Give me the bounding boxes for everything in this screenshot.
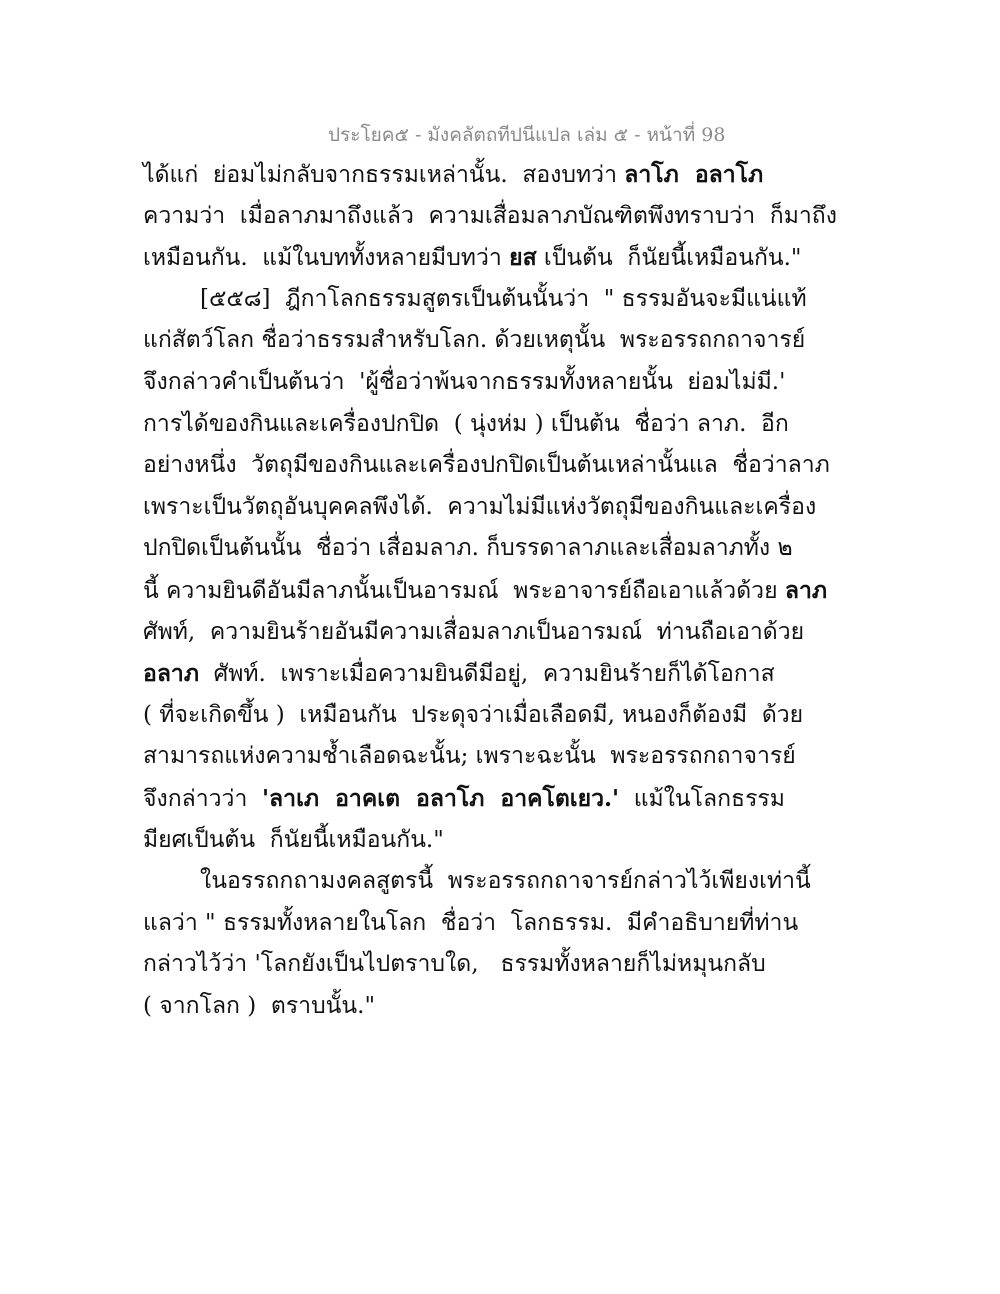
text-run: ศัพท์. เพราะเมื่อความยินดีมีอยู่, ความยินร้ายก็ได้โอกาส: [198, 661, 775, 688]
text-line: ปกปิดเป็นต้นนั้น ชื่อว่า เสื่อมลาภ. ก็บรรดาลาภและเสื่อมลาภทั้ง ๒: [143, 535, 793, 562]
paragraph-continued: [143, 154, 837, 279]
text-run: เป็นต้น ก็นัยนี้เหมือนกัน.": [536, 245, 802, 272]
bold-term: อลาภ: [143, 660, 199, 688]
bold-term: ยส: [509, 244, 537, 272]
text-line: แก่สัตว์โลก ชื่อว่าธรรมสำหรับโลก. ด้วยเหตุนั้น พระอรรถกถาจารย์: [143, 327, 806, 354]
text-line: ในอรรถกถามงคลสูตรนี้ พระอรรถกถาจารย์กล่าวไว้เพียงเท่านี้: [200, 868, 811, 895]
text-line: การได้ของกินและเครื่องปกปิด ( นุ่งห่ม ) เป็นต้น ชื่อว่า ลาภ. อีก: [143, 410, 789, 437]
text-line: ความว่า เมื่อลาภมาถึงแล้ว ความเสื่อมลาภบัณฑิตพึงทราบว่า ก็มาถึง: [143, 202, 837, 229]
text-line: ( ที่จะเกิดขึ้น ) เหมือนกัน ประดุจว่าเมื่อเลือดมี, หนองก็ต้องมี ด้วย: [143, 701, 804, 728]
bold-quote: 'ลาเภ อาคเต อลาโภ อาคโตเยว.': [262, 784, 620, 812]
text-line: จึงกล่าวคำเป็นต้นว่า 'ผู้ชื่อว่าพ้นจากธรรมทั้งหลายนั้น ย่อมไม่มี.': [143, 368, 786, 395]
text-run: ได้แก่ ย่อมไม่กลับจากธรรมเหล่านั้น. สองบทว่า: [143, 162, 625, 188]
text-run: นี้ ความยินดีอันมีลาภนั้นเป็นอารมณ์ พระอาจารย์ถือเอาแล้วด้วย: [143, 577, 785, 604]
text-line: [143, 653, 775, 695]
text-line: แลว่า " ธรรมทั้งหลายในโลก ชื่อว่า โลกธรรม. มีคำอธิบายที่ท่าน: [143, 909, 799, 936]
text-line: มียศเป็นต้น ก็นัยนี้เหมือนกัน.": [143, 826, 444, 853]
paragraph-closing: [143, 861, 811, 1027]
text-line: สามารถแห่งความช้ำเลือดฉะนั้น; เพราะฉะนั้น พระอรรถกถาจารย์: [143, 743, 796, 770]
bold-term: ลาภ: [784, 576, 828, 604]
text-line: ( จากโลก ) ตราบนั้น.": [143, 992, 376, 1019]
text-line: [143, 778, 785, 820]
page-body: [143, 154, 837, 1027]
text-line: [143, 154, 764, 196]
text-line: เพราะเป็นวัตถุอันบุคคลพึงได้. ความไม่มีแห่งวัตถุมีของกินและเครื่อง: [143, 493, 817, 520]
bold-term: ลาโภ อลาโภ: [624, 161, 764, 188]
text-line: [143, 237, 802, 279]
paragraph-558: [143, 279, 830, 861]
text-run: เหมือนกัน. แม้ในบททั้งหลายมีบทว่า: [143, 245, 510, 272]
text-line: [๕๕๘] ฎีกาโลกธรรมสูตรเป็นต้นนั้นว่า " ธรรมอันจะมีแน่แท้: [200, 285, 807, 312]
text-run: แม้ในโลกธรรม: [619, 785, 785, 812]
text-run: จึงกล่าวว่า: [143, 785, 263, 812]
text-line: [143, 570, 828, 612]
text-line: ศัพท์, ความยินร้ายอันมีความเสื่อมลาภเป็นอารมณ์ ท่านถือเอาด้วย: [143, 618, 805, 645]
running-header: ประโยค๕ - มังคลัตถทีปนีแปล เล่ม ๕ - หน้าที่ 98: [328, 124, 726, 146]
text-line: อย่างหนึ่ง วัตถุมีของกินและเครื่องปกปิดเป็นต้นเหล่านั้นแล ชื่อว่าลาภ: [143, 452, 830, 479]
text-line: กล่าวไว้ว่า 'โลกยังเป็นไปตราบใด, ธรรมทั้งหลายก็ไม่หมุนกลับ: [143, 951, 766, 978]
